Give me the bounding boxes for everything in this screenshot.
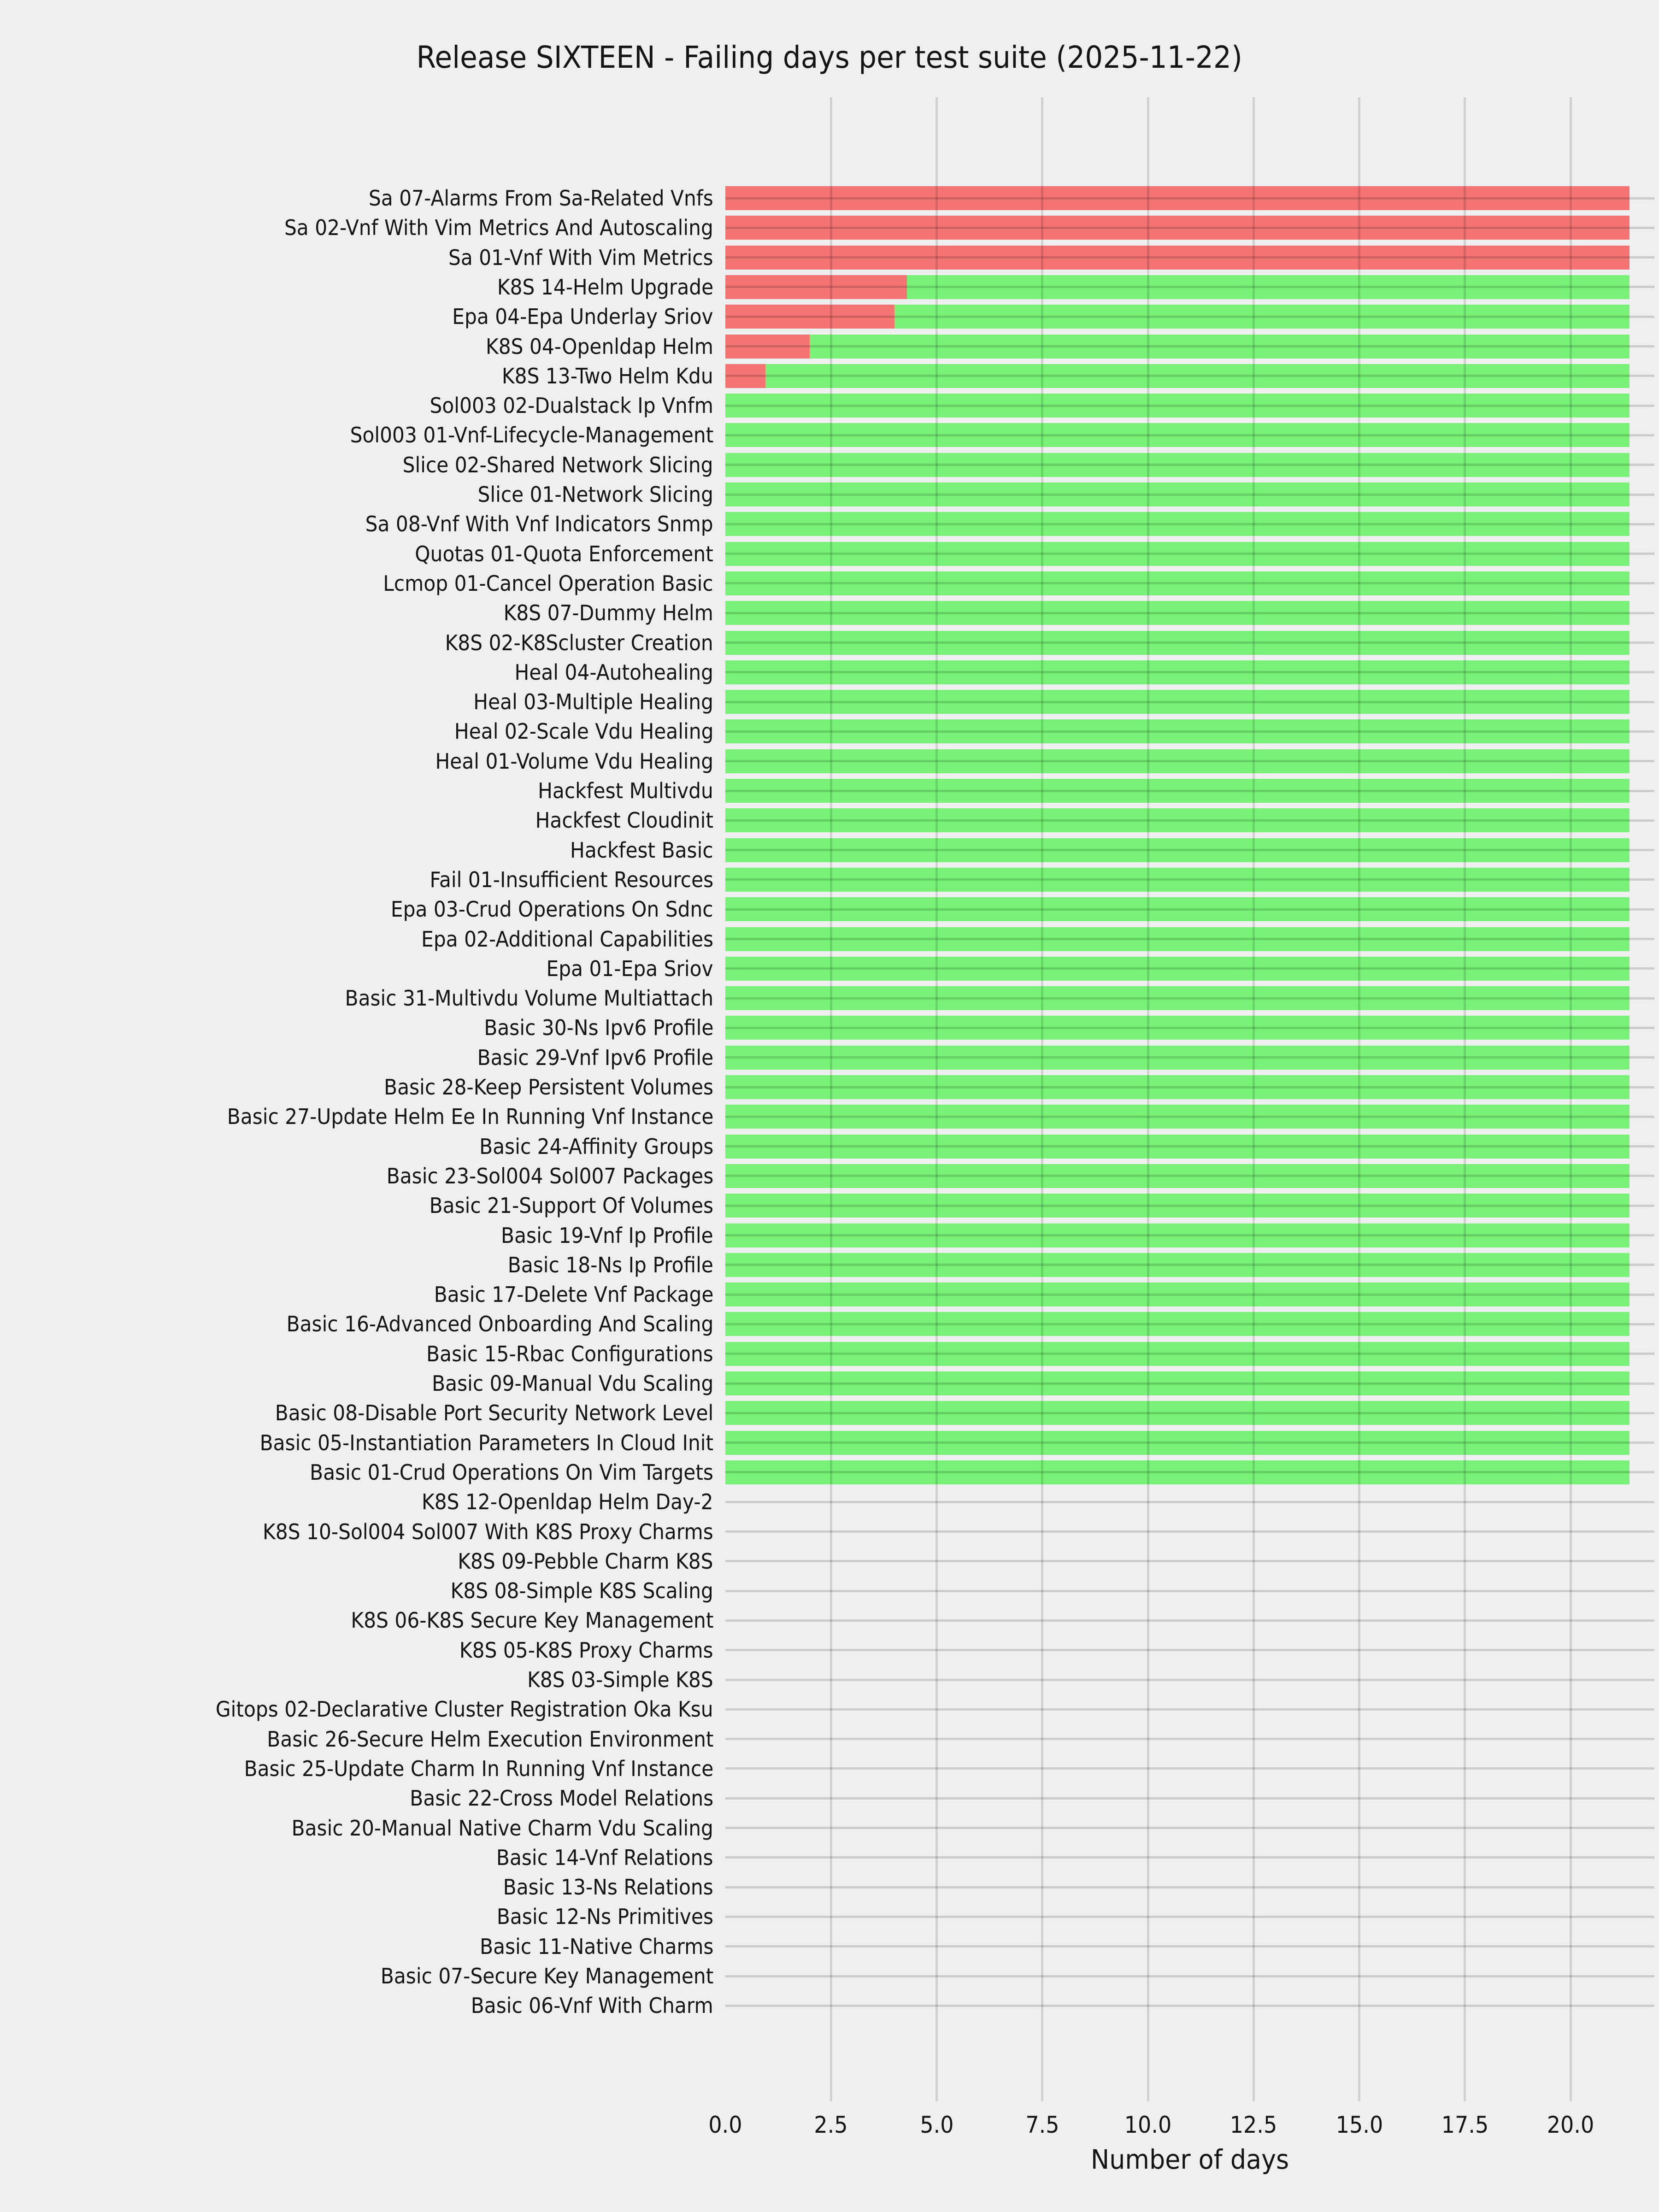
y-tick-label: K8S 14-Helm Upgrade (497, 274, 713, 300)
x-tick-label: 12.5 (1230, 2112, 1277, 2138)
horizontal-gridline (725, 1619, 1654, 1622)
vertical-gridline (1147, 97, 1149, 2101)
horizontal-gridline (725, 345, 1654, 347)
y-tick-label: Basic 01-Crud Operations On Vim Targets (310, 1459, 713, 1485)
y-tick-label: Basic 09-Manual Vdu Scaling (431, 1371, 713, 1396)
y-tick-label: Fail 01-Insufficient Resources (429, 867, 713, 892)
horizontal-gridline (725, 1353, 1654, 1355)
y-tick-label: Basic 13-Ns Relations (503, 1875, 713, 1900)
y-tick-label: Hackfest Basic (570, 837, 713, 863)
y-tick-label: Basic 07-Secure Key Management (380, 1964, 713, 1988)
horizontal-gridline (725, 1323, 1654, 1325)
y-tick-label: Heal 03-Multiple Healing (473, 689, 713, 715)
horizontal-gridline (725, 1441, 1654, 1444)
y-tick-label: Basic 15-Rbac Configurations (426, 1341, 713, 1366)
horizontal-gridline (725, 256, 1654, 259)
horizontal-gridline (725, 286, 1654, 288)
vertical-gridline (1253, 97, 1255, 2101)
horizontal-gridline (725, 1708, 1654, 1711)
horizontal-gridline (725, 790, 1654, 792)
x-tick-label: 20.0 (1547, 2112, 1594, 2138)
x-tick-label: 5.0 (919, 2112, 954, 2138)
horizontal-gridline (725, 1679, 1654, 1681)
y-tick-label: K8S 05-K8S Proxy Charms (459, 1637, 713, 1663)
y-tick-label: Gitops 02-Declarative Cluster Registration Oka Ksu (216, 1697, 713, 1722)
x-tick-label: 0.0 (708, 2112, 742, 2138)
horizontal-gridline (725, 1056, 1654, 1059)
horizontal-gridline (725, 2005, 1654, 2007)
horizontal-gridline (725, 523, 1654, 525)
y-tick-label: Basic 08-Disable Port Security Network Level (275, 1400, 713, 1426)
horizontal-gridline (725, 1797, 1654, 1800)
x-tick-label: 10.0 (1124, 2112, 1172, 2138)
horizontal-gridline (725, 1767, 1654, 1770)
horizontal-gridline (725, 760, 1654, 762)
vertical-gridline (1570, 97, 1572, 2101)
y-tick-label: Epa 04-Epa Underlay Sriov (452, 304, 713, 329)
horizontal-gridline (725, 908, 1654, 911)
horizontal-gridline (725, 375, 1654, 377)
x-axis-label: Number of days (1090, 2144, 1289, 2175)
y-tick-label: Sol003 02-Dualstack Ip Vnfm (429, 393, 713, 418)
horizontal-gridline (725, 1501, 1654, 1503)
horizontal-gridline (725, 1294, 1654, 1296)
y-tick-label: Basic 24-Affinity Groups (479, 1134, 713, 1159)
y-tick-label: Sol003 01-Vnf-Lifecycle-Management (350, 423, 713, 448)
horizontal-gridline (725, 494, 1654, 496)
vertical-gridline (1358, 97, 1360, 2101)
y-tick-label: Basic 21-Support Of Volumes (429, 1193, 713, 1218)
y-tick-label: K8S 09-Pebble Charm K8S (458, 1548, 713, 1574)
horizontal-gridline (725, 1945, 1654, 1947)
horizontal-gridline (725, 405, 1654, 407)
y-tick-label: K8S 12-Openldap Helm Day-2 (422, 1489, 713, 1515)
y-tick-label: Sa 02-Vnf With Vim Metrics And Autoscaling (284, 215, 713, 241)
x-tick-label: 15.0 (1335, 2112, 1383, 2138)
horizontal-gridline (725, 434, 1654, 436)
horizontal-gridline (725, 1086, 1654, 1088)
horizontal-gridline (725, 227, 1654, 229)
horizontal-gridline (725, 612, 1654, 614)
y-tick-label: Epa 03-Crud Operations On Sdnc (391, 897, 713, 922)
y-tick-label: Lcmop 01-Cancel Operation Basic (383, 571, 713, 596)
horizontal-gridline (725, 967, 1654, 970)
y-tick-label: Slice 02-Shared Network Slicing (403, 452, 713, 477)
y-tick-label: Basic 20-Manual Native Charm Vdu Scaling (291, 1815, 713, 1841)
horizontal-gridline (725, 1975, 1654, 1977)
horizontal-gridline (725, 1560, 1654, 1562)
y-tick-label: Basic 26-Secure Helm Execution Environment (266, 1726, 713, 1752)
y-tick-label: Quotas 01-Quota Enforcement (415, 541, 713, 566)
y-tick-label: Sa 07-Alarms From Sa-Related Vnfs (369, 186, 713, 211)
y-tick-label: Basic 28-Keep Persistent Volumes (384, 1075, 713, 1100)
horizontal-gridline (725, 316, 1654, 318)
horizontal-gridline (725, 1116, 1654, 1118)
y-tick-label: K8S 04-Openldap Helm (485, 334, 713, 359)
y-tick-label: Basic 06-Vnf With Charm (471, 1993, 713, 2018)
horizontal-gridline (725, 878, 1654, 881)
horizontal-gridline (725, 819, 1654, 822)
y-tick-label: Basic 19-Vnf Ip Profile (501, 1223, 713, 1248)
horizontal-gridline (725, 1412, 1654, 1414)
y-tick-label: Basic 30-Ns Ipv6 Profile (483, 1015, 713, 1041)
horizontal-gridline (725, 1738, 1654, 1740)
vertical-gridline (830, 97, 832, 2101)
y-tick-label: Basic 31-Multivdu Volume Multiattach (345, 986, 713, 1011)
y-tick-label: K8S 13-Two Helm Kdu (502, 363, 713, 388)
y-tick-label: Slice 01-Network Slicing (477, 482, 713, 507)
vertical-gridline (1464, 97, 1466, 2101)
horizontal-gridline (725, 1827, 1654, 1829)
y-tick-label: Basic 05-Instantiation Parameters In Cloud Init (259, 1430, 713, 1455)
y-tick-label: Epa 01-Epa Sriov (546, 956, 713, 981)
plot-area (725, 97, 1654, 2101)
horizontal-gridline (725, 1886, 1654, 1888)
horizontal-gridline (725, 1175, 1654, 1177)
horizontal-gridline (725, 1264, 1654, 1266)
chart-title: Release SIXTEEN - Failing days per test suite (2025-11-22) (416, 40, 1243, 75)
horizontal-gridline (725, 582, 1654, 584)
vertical-gridline (1041, 97, 1043, 2101)
x-tick-label: 17.5 (1441, 2112, 1489, 2138)
horizontal-gridline (725, 701, 1654, 703)
horizontal-gridline (725, 1649, 1654, 1651)
horizontal-gridline (725, 464, 1654, 466)
y-tick-label: Basic 22-Cross Model Relations (410, 1786, 713, 1811)
y-tick-label: Basic 17-Delete Vnf Package (434, 1282, 713, 1307)
y-tick-label: Basic 18-Ns Ip Profile (507, 1252, 713, 1277)
y-tick-label: Basic 11-Native Charms (479, 1934, 713, 1959)
x-tick-label: 2.5 (814, 2112, 848, 2138)
y-tick-label: Basic 27-Update Helm Ee In Running Vnf Instance (227, 1104, 713, 1130)
y-tick-label: K8S 08-Simple K8S Scaling (450, 1578, 713, 1604)
horizontal-gridline (725, 1590, 1654, 1592)
y-tick-label: K8S 07-Dummy Helm (503, 600, 713, 626)
y-tick-label: K8S 02-K8Scluster Creation (445, 630, 713, 655)
y-tick-label: K8S 06-K8S Secure Key Management (350, 1608, 713, 1633)
horizontal-gridline (725, 1471, 1654, 1473)
y-tick-label: Heal 02-Scale Vdu Healing (454, 719, 713, 744)
horizontal-gridline (725, 197, 1654, 200)
x-tick-label: 7.5 (1025, 2112, 1059, 2138)
horizontal-gridline (725, 1382, 1654, 1385)
y-tick-label: K8S 03-Simple K8S (527, 1667, 713, 1692)
y-tick-label: Basic 12-Ns Primitives (496, 1904, 713, 1930)
horizontal-gridline (725, 671, 1654, 673)
y-tick-label: Basic 25-Update Charm In Running Vnf Instance (244, 1756, 713, 1781)
y-tick-label: Heal 04-Autohealing (514, 659, 713, 685)
horizontal-gridline (725, 553, 1654, 555)
y-tick-label: Basic 23-Sol004 Sol007 Packages (386, 1163, 713, 1188)
horizontal-gridline (725, 849, 1654, 851)
horizontal-gridline (725, 1856, 1654, 1859)
horizontal-gridline (725, 1530, 1654, 1533)
horizontal-gridline (725, 1027, 1654, 1029)
horizontal-gridline (725, 1234, 1654, 1236)
y-tick-label: Sa 01-Vnf With Vim Metrics (448, 245, 713, 270)
y-tick-label: Basic 14-Vnf Relations (496, 1845, 713, 1870)
y-tick-label: Hackfest Multivdu (538, 778, 713, 803)
horizontal-gridline (725, 1145, 1654, 1147)
horizontal-gridline (725, 641, 1654, 644)
y-tick-label: Epa 02-Additional Capabilities (421, 926, 713, 952)
y-tick-label: Hackfest Cloudinit (535, 808, 713, 833)
horizontal-gridline (725, 938, 1654, 940)
y-tick-label: Heal 01-Volume Vdu Healing (435, 748, 713, 774)
y-tick-label: Sa 08-Vnf With Vnf Indicators Snmp (365, 512, 713, 537)
vertical-gridline (935, 97, 938, 2101)
horizontal-gridline (725, 1205, 1654, 1207)
y-tick-label: Basic 16-Advanced Onboarding And Scaling (286, 1312, 713, 1337)
horizontal-gridline (725, 1916, 1654, 1918)
horizontal-gridline (725, 730, 1654, 733)
y-tick-label: Basic 29-Vnf Ipv6 Profile (477, 1045, 713, 1070)
horizontal-gridline (725, 997, 1654, 1000)
y-tick-label: K8S 10-Sol004 Sol007 With K8S Proxy Charms (263, 1519, 713, 1544)
